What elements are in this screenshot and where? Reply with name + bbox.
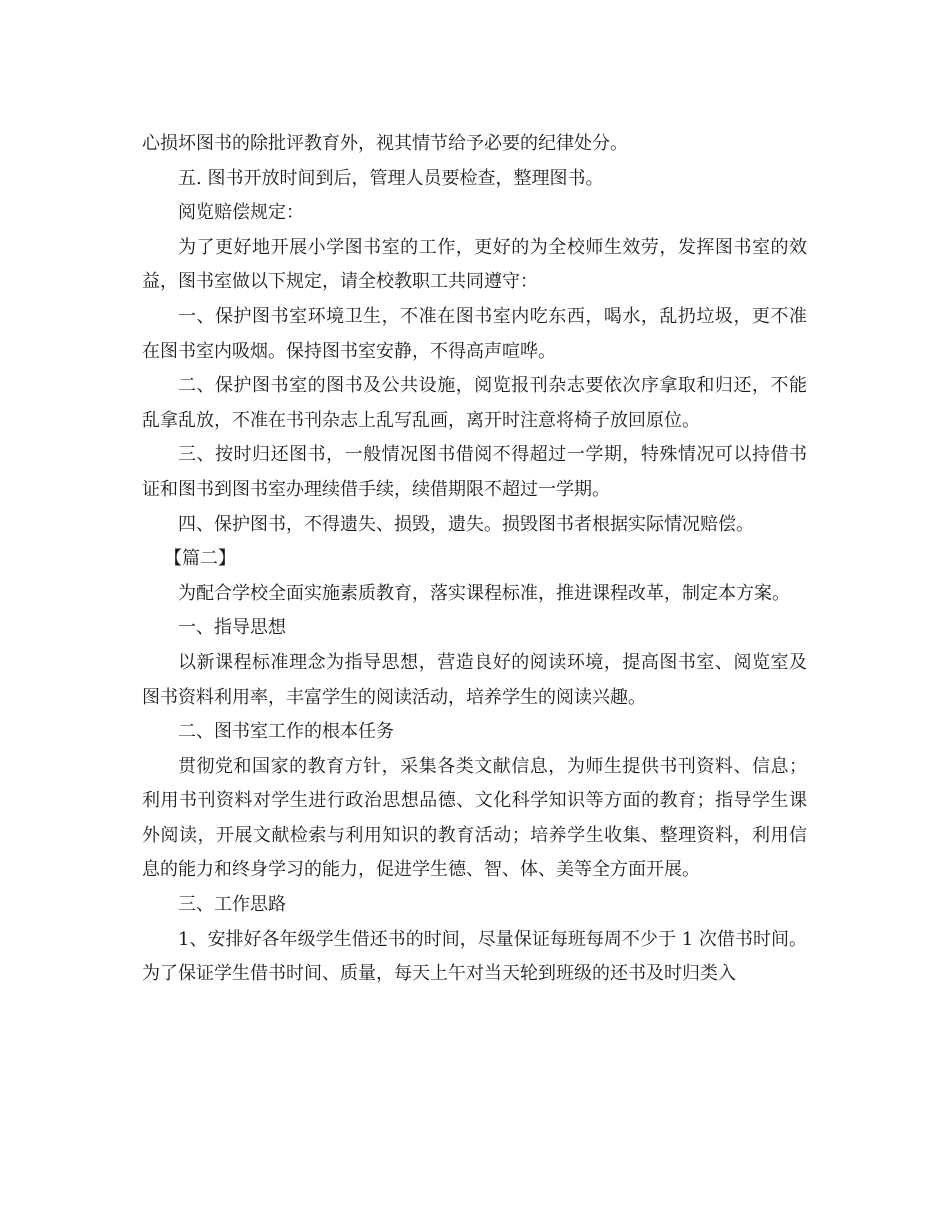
paragraph-continuation: 心损坏图书的除批评教育外，视其情节给予必要的纪律处分。 — [142, 133, 628, 154]
paragraph-intro: 为了更好地开展小学图书室的工作，更好的为全校师生效劳，发挥图书室的效益，图书室做以下规定，请全校教职工共同遵守： — [142, 236, 807, 293]
section-heading-compensation: 阅览赔偿规定： — [178, 202, 304, 224]
paragraph-basic-tasks: 贯彻党和国家的教育方针，采集各类文献信息，为师生提供书刊资料、信息；利用书刊资料对学生进行政治思想品德、文化科学知识等方面的教育；指导学生课外阅读，开展文献检索与利用知识的教育活动；培养学生收集、整理资料，利用信息的能力和终身学习的能力，促进学生德、智、体、美等全方面开展。 — [142, 755, 807, 881]
section-marker-part-two: 【篇二】 — [164, 548, 236, 570]
paragraph-work-approach-1: 1、安排好各年级学生借还书的时间，尽量保证每班每周不少于 1 次借书时间。为了保证学生借书时间、质量，每天上午对当天轮到班级的还书及时归类入 — [142, 928, 807, 985]
paragraph-rule-5: 五. 图书开放时间到后，管理人员要检查，整理图书。 — [178, 167, 604, 189]
paragraph-rule-2: 二、保护图书室的图书及公共设施，阅览报刊杂志要依次序拿取和归还，不能乱拿乱放，不准在书刊杂志上乱写乱画，离开时注意将椅子放回原位。 — [142, 375, 807, 431]
heading-guiding-thought: 一、指导思想 — [178, 617, 286, 639]
heading-basic-tasks: 二、图书室工作的根本任务 — [178, 721, 394, 743]
paragraph-rule-1: 一、保护图书室环境卫生，不准在图书室内吃东西，喝水，乱扔垃圾，更不准在图书室内吸烟。保持图书室安静，不得高声喧哗。 — [142, 305, 807, 362]
paragraph-guiding-thought: 以新课程标准理念为指导思想，营造良好的阅读环境，提高图书室、阅览室及图书资料利用率，丰富学生的阅读活动，培养学生的阅读兴趣。 — [142, 651, 807, 708]
paragraph-plan-intro: 为配合学校全面实施素质教育，落实课程标准，推进课程改革，制定本方案。 — [178, 582, 790, 604]
paragraph-rule-3: 三、按时归还图书，一般情况图书借阅不得超过一学期，特殊情况可以持借书证和图书到图书室办理续借手续，续借期限不超过一学期。 — [142, 444, 807, 500]
heading-work-approach: 三、工作思路 — [178, 894, 286, 916]
paragraph-rule-4: 四、保护图书，不得遗失、损毁，遗失。损毁图书者根据实际情况赔偿。 — [178, 513, 754, 535]
document-body — [142, 127, 807, 992]
